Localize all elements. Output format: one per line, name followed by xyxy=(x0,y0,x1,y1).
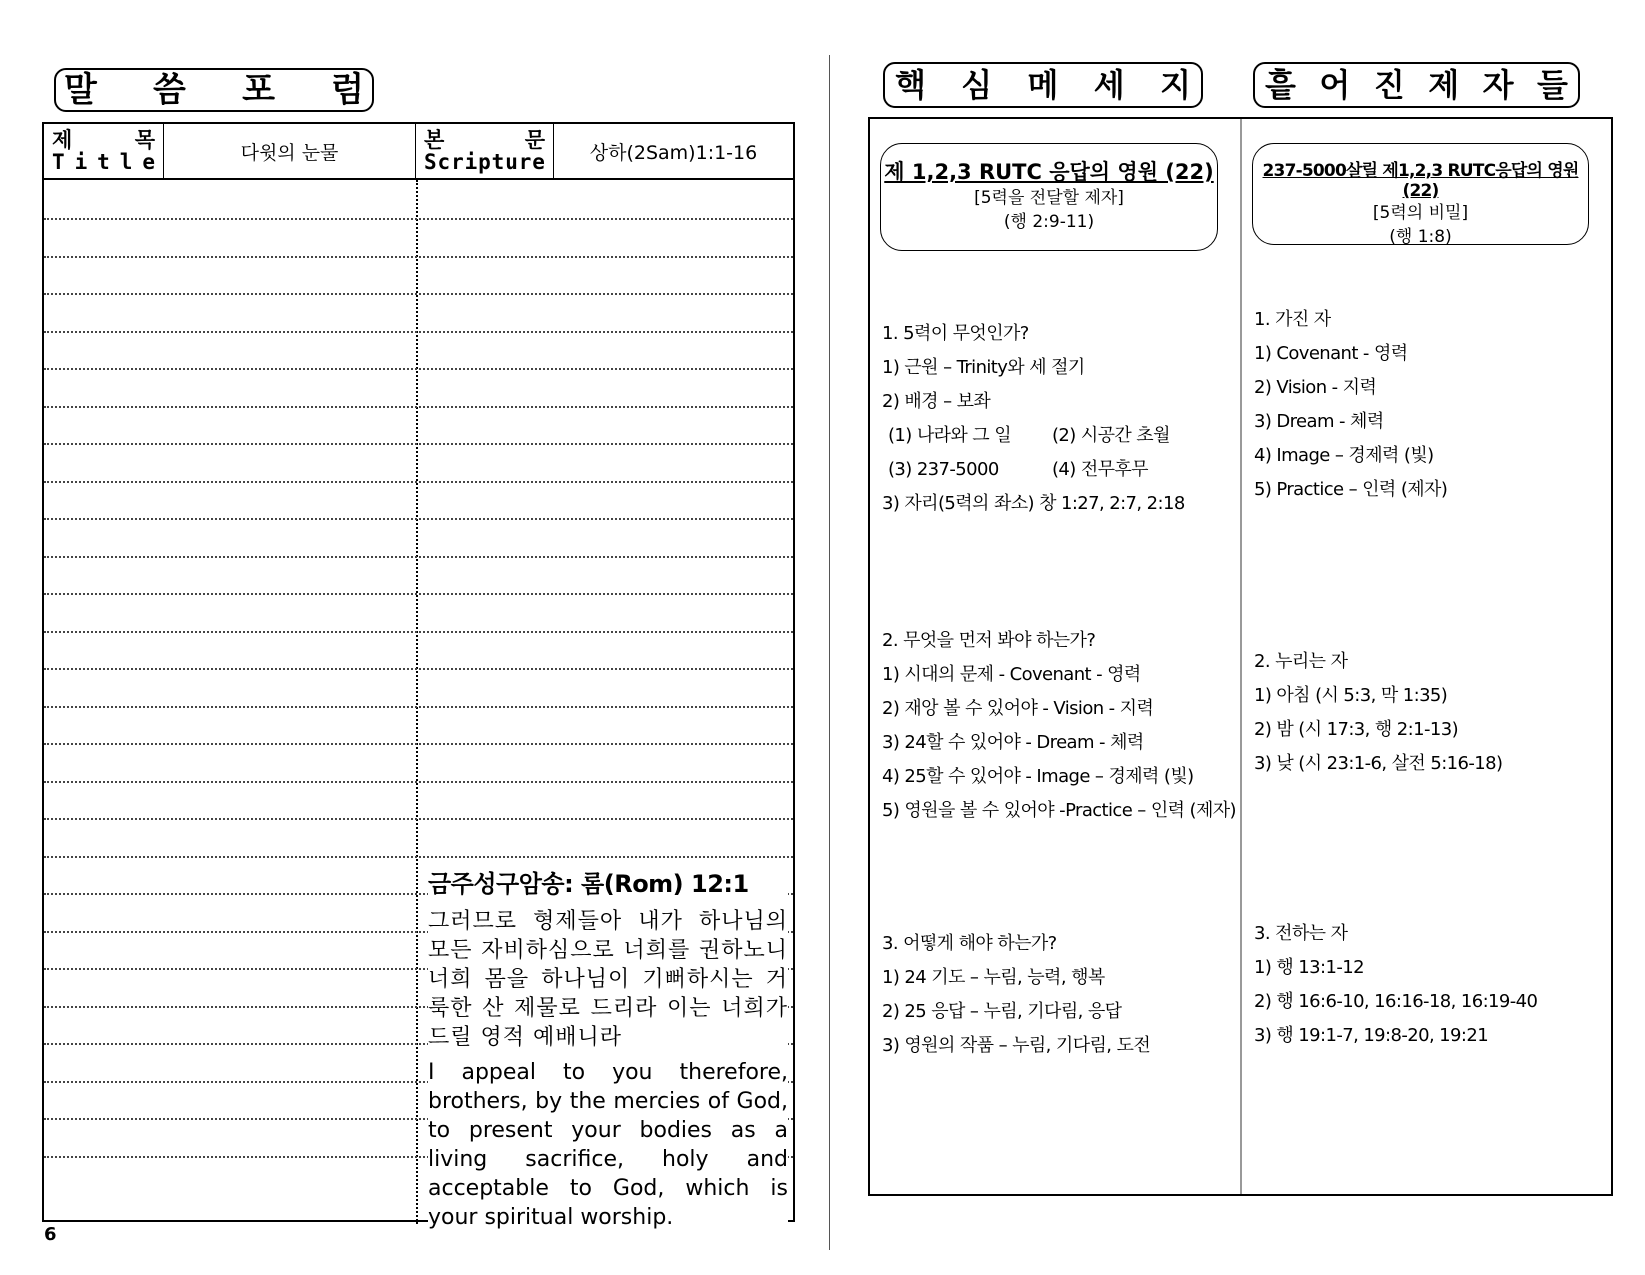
title-char: 진 xyxy=(1373,66,1405,104)
right-column-heading-title: 237-5000살릴 제1,2,3 RUTC응답의 영원(22) xyxy=(1262,161,1579,201)
list-item: 3) 자리(5력의 좌소) 창 1:27, 2:7, 2:18 xyxy=(882,493,1185,514)
section-heading: 1. 5력이 무엇인가? xyxy=(882,323,1029,344)
title-label-en: T i t l e xyxy=(52,150,155,174)
section-heading: 1. 가진 자 xyxy=(1254,309,1331,330)
note-line xyxy=(44,631,793,633)
scattered-disciples-title xyxy=(1253,62,1580,108)
section-heading: 3. 어떻게 해야 하는가? xyxy=(882,933,1057,954)
sermon-title: 다윗의 눈물 xyxy=(240,141,339,164)
sermon-forum-title xyxy=(54,68,374,112)
title-label-ko: 제 목 xyxy=(52,128,155,152)
list-item: 5) Practice – 인력 (제자) xyxy=(1254,479,1448,500)
title-char: 포 xyxy=(242,70,275,110)
core-message-title xyxy=(883,62,1203,108)
title-char: 메 xyxy=(1027,66,1059,104)
title-char: 어 xyxy=(1319,66,1351,104)
page-number: 6 xyxy=(44,1224,57,1245)
list-item: 2) 배경 – 보좌 xyxy=(882,391,991,412)
message-column-divider xyxy=(1240,119,1242,1194)
column-divider xyxy=(416,180,418,1224)
title-char: 씀 xyxy=(153,70,186,110)
note-line xyxy=(44,331,793,333)
note-line xyxy=(44,556,793,558)
list-item: 3) Dream - 체력 xyxy=(1254,411,1384,432)
note-line xyxy=(44,293,793,295)
title-char: 들 xyxy=(1537,66,1568,104)
note-line xyxy=(44,443,793,445)
list-item: 3) 24할 수 있어야 - Dream - 체력 xyxy=(882,732,1144,753)
memory-verse-title: 금주성구암송: 롬(Rom) 12:1 xyxy=(428,870,749,898)
left-column-heading xyxy=(880,143,1218,251)
title-char: 심 xyxy=(961,66,993,104)
list-item: 2) 행 16:6-10, 16:16-18, 16:19-40 xyxy=(1254,991,1538,1012)
list-item-pair: (1) 나라와 그 일 (2) 시공간 초월 xyxy=(888,425,1170,446)
right-section-3 xyxy=(1254,917,1537,1053)
title-char: 핵 xyxy=(895,66,926,104)
scripture-label-cell xyxy=(416,124,554,178)
list-item: 4) Image – 경제력 (빛) xyxy=(1254,445,1434,466)
list-item: 4) 25할 수 있어야 - Image – 경제력 (빛) xyxy=(882,766,1194,787)
scripture-label-en: S c r i p t u r e xyxy=(424,150,545,174)
left-section-1 xyxy=(882,317,1185,521)
right-column-heading-ref: (행 1:8) xyxy=(1389,227,1452,247)
scripture-reference: 상하(2Sam)1:1-16 xyxy=(589,141,758,164)
scripture-label-ko: 본 문 xyxy=(424,128,545,152)
note-line xyxy=(44,481,793,483)
list-item: 1) 시대의 문제 - Covenant - 영력 xyxy=(882,664,1141,685)
list-item: 1) 24 기도 – 누림, 능력, 행복 xyxy=(882,967,1105,988)
note-line xyxy=(44,518,793,520)
note-line xyxy=(44,406,793,408)
note-line xyxy=(44,218,793,220)
section-heading: 3. 전하는 자 xyxy=(1254,923,1348,944)
memory-verse-english: I appeal to you therefore, brothers, by the mercies of God, to present your bodies as a living sacrifice, holy and acceptable to God, which is your spiritual worship. xyxy=(428,1060,788,1230)
list-item: 1) 근원 – Trinity와 세 절기 xyxy=(882,357,1085,378)
section-heading: 2. 누리는 자 xyxy=(1254,651,1348,672)
note-line xyxy=(44,706,793,708)
list-item: 3) 낮 (시 23:1-6, 살전 5:16-18) xyxy=(1254,753,1503,774)
memory-verse-box xyxy=(428,864,788,1232)
note-line xyxy=(44,593,793,595)
note-line xyxy=(44,856,793,858)
list-item: 1) Covenant - 영력 xyxy=(1254,343,1408,364)
note-line xyxy=(44,368,793,370)
title-value-cell xyxy=(164,124,416,178)
right-section-2 xyxy=(1254,645,1502,781)
list-item: 2) 25 응답 – 누림, 기다림, 응답 xyxy=(882,1001,1122,1022)
list-item: 5) 영원을 볼 수 있어야 -Practice – 인력 (제자) xyxy=(882,800,1236,821)
title-char: 제 xyxy=(1428,66,1460,104)
left-column-heading-title: 제 1,2,3 RUTC 응답의 영원 (22) xyxy=(884,160,1214,184)
left-column-heading-sub: [5력을 전달할 제자] xyxy=(974,188,1124,208)
header-divider xyxy=(44,178,793,180)
note-table xyxy=(42,122,795,1230)
right-section-1 xyxy=(1254,303,1447,507)
list-item: 1) 아침 (시 5:3, 막 1:35) xyxy=(1254,685,1448,706)
note-line xyxy=(44,781,793,783)
note-line xyxy=(44,818,793,820)
list-item: 2) 재앙 볼 수 있어야 - Vision - 지력 xyxy=(882,698,1154,719)
left-column-heading-ref: (행 2:9-11) xyxy=(1003,212,1095,232)
list-item-pair: (3) 237-5000 (4) 전무후무 xyxy=(888,459,1148,480)
memory-verse-korean: 그러므로 형제들아 내가 하나님의 모든 자비하심으로 너희를 권하노니 너희 몸을 하나님이 기뻐하시는 거룩한 산 제물로 드리라 이는 너희가 드릴 영적 예배니라 xyxy=(428,909,788,1050)
title-label-cell xyxy=(44,124,164,178)
note-line xyxy=(44,256,793,258)
note-line xyxy=(44,668,793,670)
right-column-heading xyxy=(1252,143,1589,245)
right-column-heading-sub: [5력의 비밀] xyxy=(1372,203,1469,223)
title-char: 흩 xyxy=(1265,66,1296,104)
title-char: 지 xyxy=(1160,66,1191,104)
page-gutter xyxy=(829,55,830,1250)
left-section-2 xyxy=(882,624,1236,828)
left-section-3 xyxy=(882,927,1150,1063)
list-item: 2) Vision - 지력 xyxy=(1254,377,1377,398)
note-line xyxy=(44,743,793,745)
section-heading: 2. 무엇을 먼저 봐야 하는가? xyxy=(882,630,1096,651)
list-item: 2) 밤 (시 17:3, 행 2:1-13) xyxy=(1254,719,1459,740)
scripture-value-cell xyxy=(554,124,793,178)
title-char: 세 xyxy=(1093,66,1125,104)
list-item: 3) 행 19:1-7, 19:8-20, 19:21 xyxy=(1254,1025,1489,1046)
list-item: 1) 행 13:1-12 xyxy=(1254,957,1364,978)
message-box xyxy=(868,117,1613,1196)
title-char: 말 xyxy=(64,70,97,110)
title-char: 자 xyxy=(1482,66,1514,104)
list-item: 3) 영원의 작품 – 누림, 기다림, 도전 xyxy=(882,1035,1151,1056)
title-char: 럼 xyxy=(331,70,364,110)
